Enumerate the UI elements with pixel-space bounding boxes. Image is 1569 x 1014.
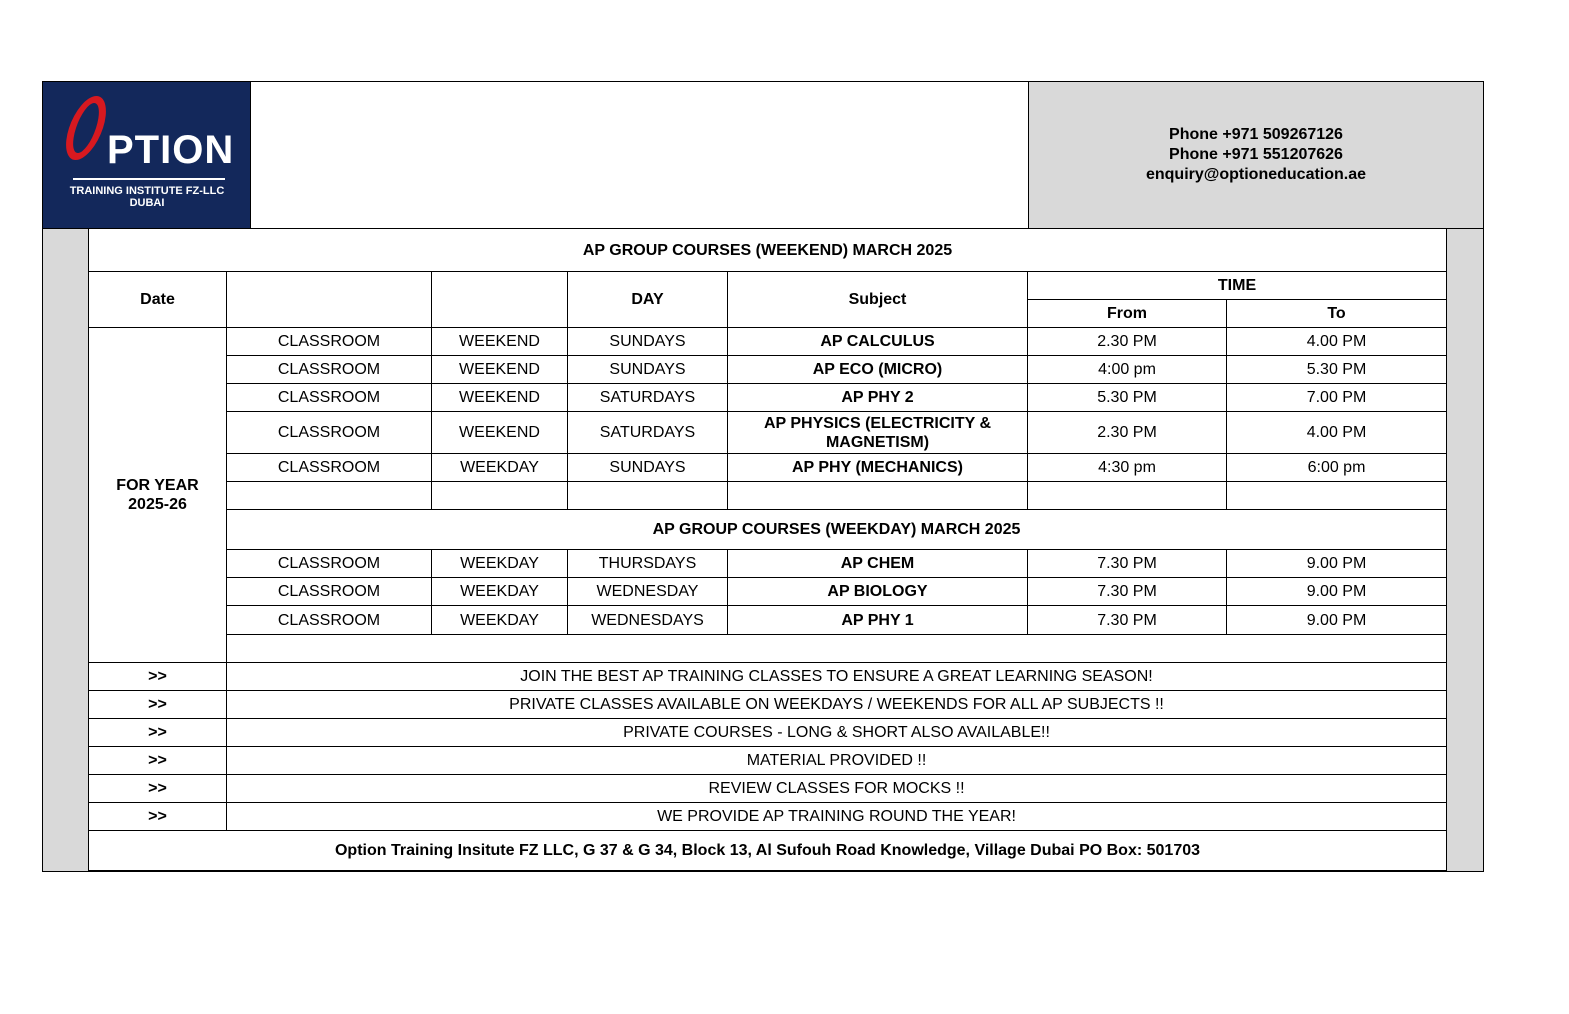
- cell-type: WEEKDAY: [432, 454, 568, 482]
- year-label-line2: 2025-26: [128, 496, 187, 513]
- note-text: PRIVATE COURSES - LONG & SHORT ALSO AVAILABLE!!: [227, 719, 1447, 747]
- note-marker: >>: [89, 775, 227, 803]
- empty-cell: [227, 482, 432, 510]
- cell-from: 2.30 PM: [1028, 412, 1227, 454]
- cell-to: 9.00 PM: [1227, 550, 1447, 578]
- note-text: JOIN THE BEST AP TRAINING CLASSES TO ENSURE A GREAT LEARNING SEASON!: [227, 663, 1447, 691]
- note-row: [89, 719, 1447, 747]
- sheet-header: [43, 82, 1483, 229]
- table-row: [89, 578, 1447, 606]
- footer-address: Option Training Insitute FZ LLC, G 37 & G 34, Block 13, Al Sufouh Road Knowledge, Village Dubai PO Box: 501703: [89, 831, 1447, 871]
- logo-o-mark-icon: [59, 96, 114, 160]
- logo-wordmark: PTION: [107, 128, 235, 172]
- note-text: PRIVATE CLASSES AVAILABLE ON WEEKDAYS / WEEKENDS FOR ALL AP SUBJECTS !!: [227, 691, 1447, 719]
- cell-from: 4:00 pm: [1028, 356, 1227, 384]
- spacer-row: [89, 635, 1447, 663]
- cell-mode: CLASSROOM: [227, 606, 432, 635]
- cell-to: 6:00 pm: [1227, 454, 1447, 482]
- table-row: [89, 454, 1447, 482]
- cell-type: WEEKEND: [432, 356, 568, 384]
- spacer-cell: [227, 635, 1447, 663]
- cell-subject: AP BIOLOGY: [728, 578, 1028, 606]
- schedule-sheet: [42, 81, 1484, 872]
- note-row: [89, 663, 1447, 691]
- weekday-title: AP GROUP COURSES (WEEKDAY) MARCH 2025: [227, 510, 1447, 550]
- cell-from: 5.30 PM: [1028, 384, 1227, 412]
- weekend-title: AP GROUP COURSES (WEEKEND) MARCH 2025: [89, 229, 1447, 272]
- table-row: [89, 328, 1447, 356]
- header-to: To: [1227, 300, 1447, 328]
- year-label-line1: FOR YEAR: [116, 477, 199, 494]
- cell-day: WEDNESDAYS: [568, 606, 728, 635]
- note-text: MATERIAL PROVIDED !!: [227, 747, 1447, 775]
- note-marker: >>: [89, 691, 227, 719]
- empty-cell: [1028, 482, 1227, 510]
- header-subject: Subject: [728, 272, 1028, 328]
- cell-subject: AP PHY (MECHANICS): [728, 454, 1028, 482]
- empty-cell: [568, 482, 728, 510]
- note-marker: >>: [89, 719, 227, 747]
- cell-subject-line2: MAGNETISM): [825, 433, 930, 451]
- cell-type: WEEKDAY: [432, 578, 568, 606]
- course-table: [88, 228, 1447, 871]
- note-row: [89, 803, 1447, 831]
- cell-mode: CLASSROOM: [227, 454, 432, 482]
- cell-type: WEEKEND: [432, 412, 568, 454]
- note-text: WE PROVIDE AP TRAINING ROUND THE YEAR!: [227, 803, 1447, 831]
- cell-mode: CLASSROOM: [227, 384, 432, 412]
- contact-phone-2: Phone +971 551207626: [1169, 146, 1343, 163]
- cell-from: 2.30 PM: [1028, 328, 1227, 356]
- cell-mode: CLASSROOM: [227, 328, 432, 356]
- cell-subject: AP PHY 1: [728, 606, 1028, 635]
- cell-to: 5.30 PM: [1227, 356, 1447, 384]
- cell-day: SATURDAYS: [568, 412, 728, 454]
- header-time: TIME: [1028, 272, 1447, 300]
- logo-divider: [73, 178, 225, 180]
- table-row: [89, 356, 1447, 384]
- table-row: [89, 550, 1447, 578]
- logo-subtitle-line2: DUBAI: [129, 197, 165, 209]
- logo: [43, 82, 251, 228]
- year-label: [89, 328, 227, 663]
- cell-from: 7.30 PM: [1028, 578, 1227, 606]
- cell-day: SATURDAYS: [568, 384, 728, 412]
- cell-subject-line1: AP PHYSICS (ELECTRICITY &: [764, 414, 991, 432]
- note-marker: >>: [89, 803, 227, 831]
- note-row: [89, 775, 1447, 803]
- logo-subtitle-line1: TRAINING INSTITUTE FZ-LLC: [69, 185, 225, 197]
- cell-to: 4.00 PM: [1227, 328, 1447, 356]
- header-mode: [227, 272, 432, 328]
- cell-subject: AP CHEM: [728, 550, 1028, 578]
- cell-mode: CLASSROOM: [227, 412, 432, 454]
- note-text: REVIEW CLASSES FOR MOCKS !!: [227, 775, 1447, 803]
- cell-subject: [728, 412, 1028, 454]
- header-date: Date: [89, 272, 227, 328]
- table-row: [89, 606, 1447, 635]
- empty-row: [89, 482, 1447, 510]
- note-marker: >>: [89, 747, 227, 775]
- cell-subject: AP ECO (MICRO): [728, 356, 1028, 384]
- cell-from: 7.30 PM: [1028, 550, 1227, 578]
- logo-subtitle: [43, 185, 251, 209]
- contact-block: [1028, 82, 1483, 228]
- cell-subject: AP PHY 2: [728, 384, 1028, 412]
- cell-day: WEDNESDAY: [568, 578, 728, 606]
- cell-mode: CLASSROOM: [227, 356, 432, 384]
- empty-cell: [432, 482, 568, 510]
- cell-type: WEEKDAY: [432, 550, 568, 578]
- table-row: [89, 412, 1447, 454]
- cell-type: WEEKEND: [432, 384, 568, 412]
- note-marker: >>: [89, 663, 227, 691]
- cell-mode: CLASSROOM: [227, 550, 432, 578]
- cell-to: 9.00 PM: [1227, 606, 1447, 635]
- empty-cell: [728, 482, 1028, 510]
- cell-day: SUNDAYS: [568, 454, 728, 482]
- empty-cell: [1227, 482, 1447, 510]
- cell-to: 7.00 PM: [1227, 384, 1447, 412]
- cell-mode: CLASSROOM: [227, 578, 432, 606]
- cell-day: SUNDAYS: [568, 328, 728, 356]
- note-row: [89, 691, 1447, 719]
- contact-phone-1: Phone +971 509267126: [1169, 126, 1343, 143]
- header-blank-area: [251, 82, 1028, 228]
- cell-type: WEEKEND: [432, 328, 568, 356]
- cell-to: 4.00 PM: [1227, 412, 1447, 454]
- cell-from: 7.30 PM: [1028, 606, 1227, 635]
- table-row: [89, 384, 1447, 412]
- contact-email[interactable]: enquiry@optioneducation.ae: [1145, 166, 1367, 183]
- header-day: DAY: [568, 272, 728, 328]
- header-type: [432, 272, 568, 328]
- cell-from: 4:30 pm: [1028, 454, 1227, 482]
- note-row: [89, 747, 1447, 775]
- cell-subject: AP CALCULUS: [728, 328, 1028, 356]
- header-from: From: [1028, 300, 1227, 328]
- cell-type: WEEKDAY: [432, 606, 568, 635]
- cell-day: SUNDAYS: [568, 356, 728, 384]
- cell-day: THURSDAYS: [568, 550, 728, 578]
- cell-to: 9.00 PM: [1227, 578, 1447, 606]
